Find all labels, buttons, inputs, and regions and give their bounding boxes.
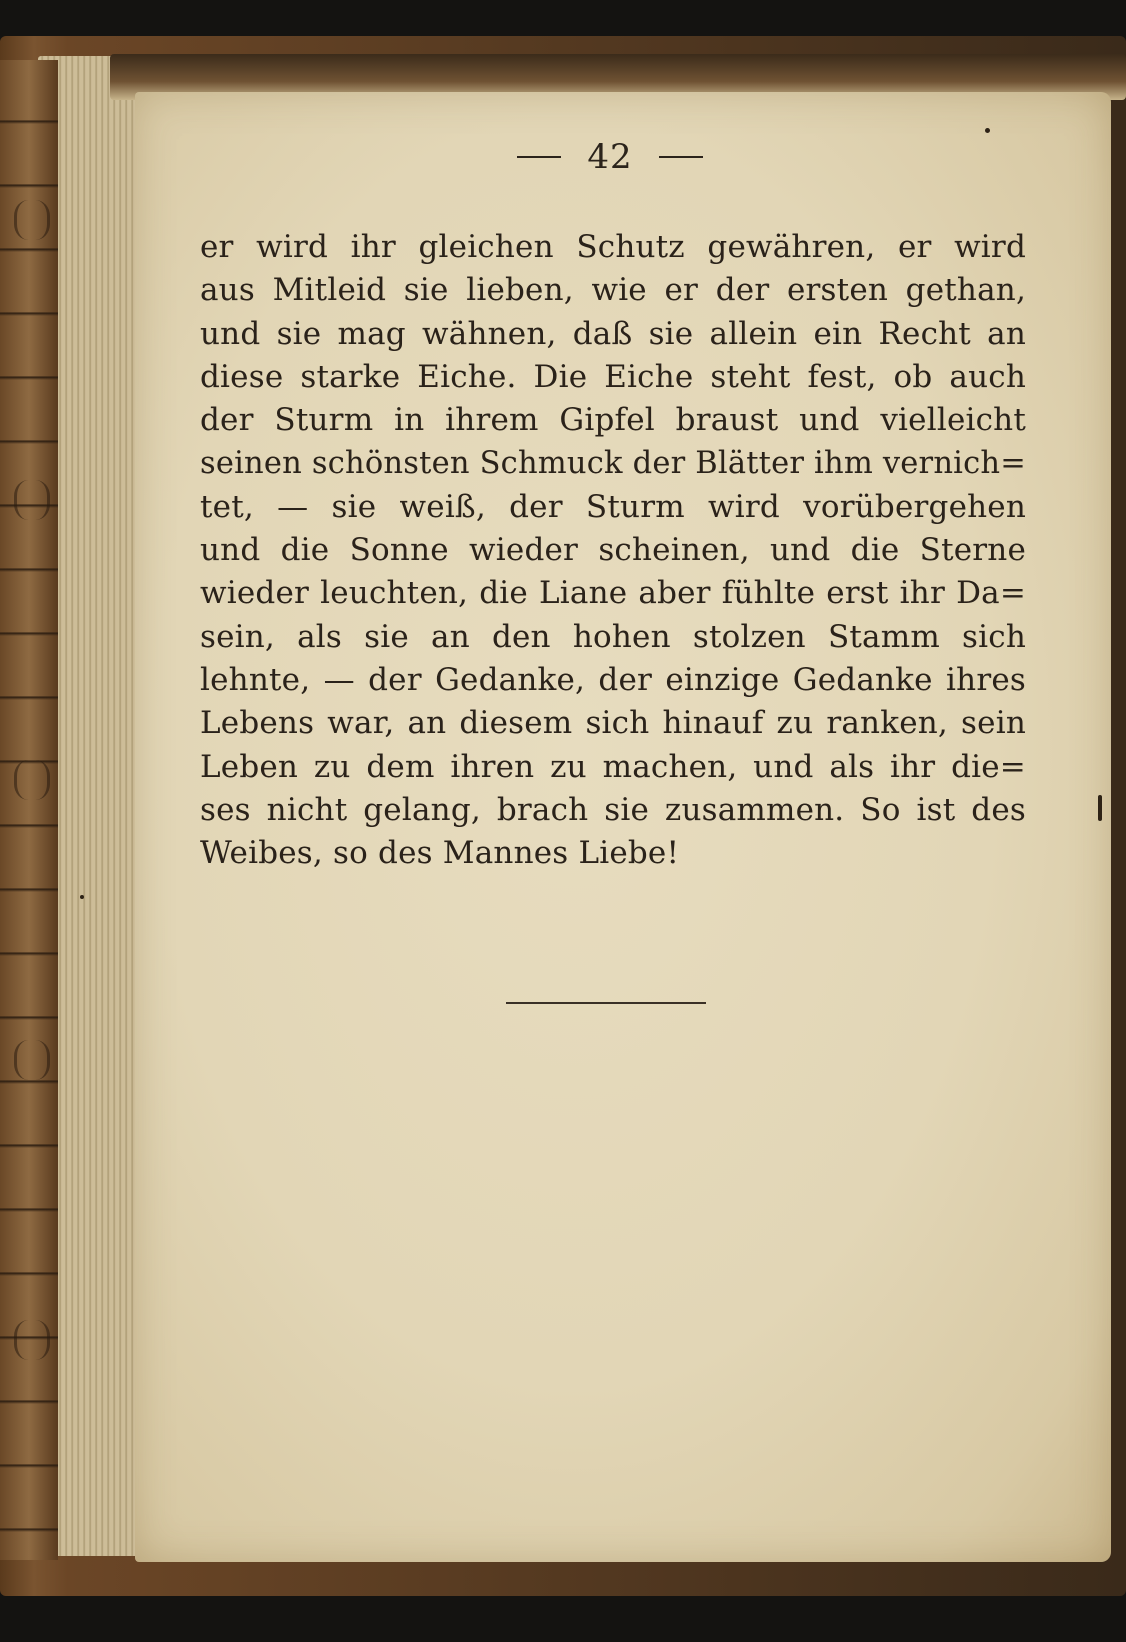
text-line: lehnte, — der Gedanke, der einzige Gedanke ihres	[200, 661, 1026, 698]
text-line: sein, als sie an den hohen stolzen Stamm sich	[200, 618, 1026, 655]
section-end-rule	[506, 1002, 706, 1004]
text-line: diese starke Eiche. Die Eiche steht fest, ob auch	[200, 358, 1026, 395]
header-dash-left	[517, 156, 561, 158]
ornament-scroll-icon	[14, 1320, 50, 1360]
page-header	[495, 132, 725, 182]
text-line: seinen schönsten Schmuck der Blätter ihm vernich=	[200, 446, 1027, 482]
header-dash-right	[659, 156, 703, 158]
text-line: Leben zu dem ihren zu machen, und als ihr die=	[200, 748, 1026, 785]
spine-ornament	[0, 60, 58, 1560]
text-line: und sie mag wähnen, daß sie allein ein Recht an	[200, 315, 1026, 352]
ink-speck	[1098, 795, 1102, 821]
text-line: Lebens war, an diesem sich hinauf zu ranken, sein	[200, 705, 1026, 742]
ornament-scroll-icon	[14, 1040, 50, 1080]
text-line: Weibes, so des Mannes Liebe!	[200, 835, 680, 872]
text-line: wieder leuchten, die Liane aber fühlte erst ihr Da=	[200, 575, 1026, 612]
text-line: ses nicht gelang, brach sie zusammen. So ist des	[200, 791, 1026, 828]
page-number: 42	[587, 137, 633, 177]
ink-speck	[985, 128, 990, 133]
ornament-scroll-icon	[14, 760, 50, 800]
text-line: der Sturm in ihrem Gipfel braust und vielleicht	[200, 402, 1026, 439]
ornament-scroll-icon	[14, 200, 50, 240]
text-line: er wird ihr gleichen Schutz gewähren, er wird	[200, 229, 1026, 265]
ink-speck	[80, 895, 84, 899]
ornament-scroll-icon	[14, 480, 50, 520]
text-line: und die Sonne wieder scheinen, und die Sterne	[200, 532, 1026, 569]
body-text	[200, 226, 1026, 875]
text-line: aus Mitleid sie lieben, wie er der ersten gethan,	[200, 272, 1026, 309]
text-line: tet, — sie weiß, der Sturm wird vorübergehen	[200, 488, 1026, 525]
